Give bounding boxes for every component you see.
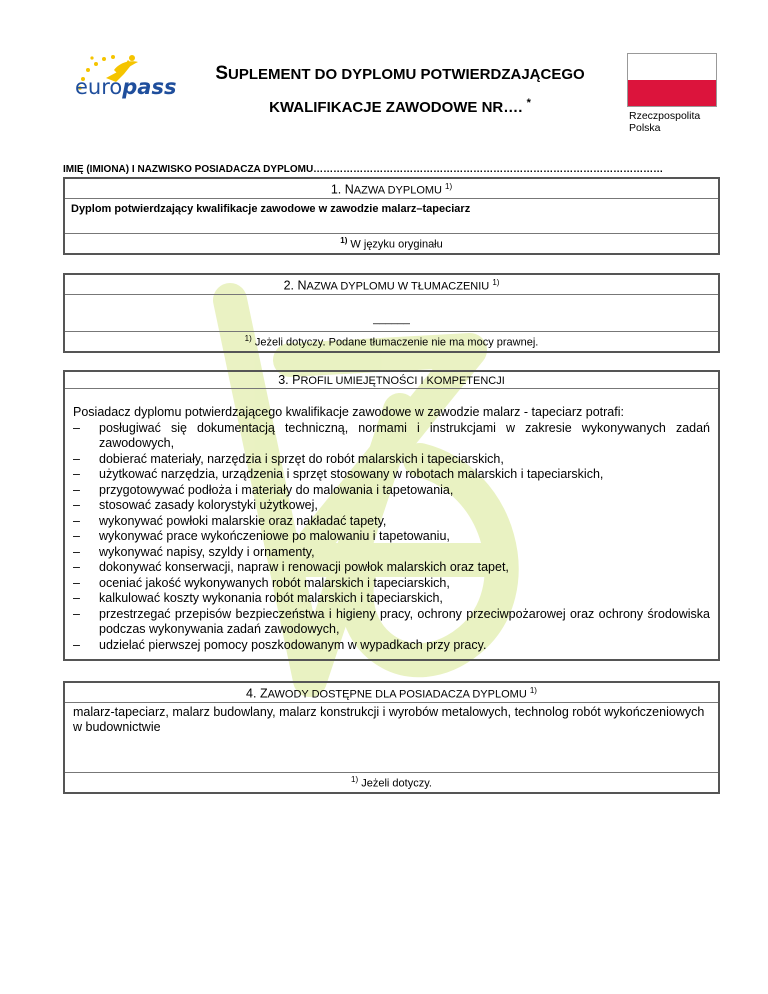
section-diploma-translation — [63, 273, 720, 353]
title-asterisk: * — [526, 97, 531, 109]
section-1-number: 1. N — [330, 182, 354, 197]
title-line-1-text: UPLEMENT DO DYPLOMU POTWIERDZAJĄCEGO — [228, 66, 585, 83]
title-line-2-text: KWALIFIKACJE ZAWODOWE NR…. — [269, 99, 523, 116]
skill-list-item — [73, 560, 710, 576]
list-dash: – — [73, 575, 80, 590]
skill-text: wykonywać napisy, szyldy i ornamenty, — [99, 544, 315, 559]
section-1-header — [65, 179, 718, 199]
list-dash: – — [73, 544, 80, 559]
list-dash: – — [73, 560, 80, 574]
list-dash: – — [73, 482, 80, 497]
section-1-footnote-text: W języku oryginału — [347, 239, 443, 251]
holder-name-line: IMIĘ (IMIONA) I NAZWISKO POSIADACZA DYPLOMU…………………………………………………………………………………………… — [63, 164, 664, 175]
list-dash: – — [73, 529, 80, 543]
skill-text: przestrzegać przepisów bezpieczeństwa i higieny pracy, ochrony przeciwpożarowej oraz ochrony środowiska podczas wykonywania zadań zawodowych, — [99, 606, 710, 636]
list-dash: – — [73, 420, 80, 435]
section-skills-profile — [63, 370, 720, 661]
skill-text: posługiwać się dokumentacją techniczną, normami i instrukcjami w zakresie wykonywanych zadań zawodowych, — [99, 420, 710, 450]
section-3-header — [65, 372, 718, 389]
section-2-footnote-text: Jeżeli dotyczy. Podane tłumaczenie nie ma mocy prawnej. — [251, 337, 539, 349]
europass-wordmark-pass: pass — [122, 75, 177, 99]
skill-list-item — [73, 607, 710, 638]
skill-list-item — [73, 483, 710, 499]
section-diploma-name — [63, 177, 720, 255]
section-2-number: 2. N — [283, 278, 307, 293]
list-dash: – — [73, 513, 80, 528]
section-4-number: 4. Z — [246, 686, 268, 701]
skill-text: dokonywać konserwacji, napraw i renowacji powłok malarskich oraz tapet, — [99, 560, 509, 574]
list-dash: – — [73, 451, 80, 466]
skill-text: wykonywać powłoki malarskie oraz nakładać tapety, — [99, 513, 387, 528]
skill-text: oceniać jakość wykonywanych robót malarskich i tapeciarskich, — [99, 575, 450, 590]
document-title — [190, 60, 610, 122]
flag-red-stripe — [628, 80, 716, 106]
section-3-title: ROFIL UMIEJĘTNOŚCI I KOMPETENCJI — [300, 375, 505, 387]
section-4-header — [65, 683, 718, 703]
section-2-header — [65, 275, 718, 295]
skill-text: użytkować narzędzia, urządzenia i sprzęt stosowany w robotach malarskich i tapeciarskich, — [99, 467, 604, 481]
skill-text: wykonywać prace wykończeniowe po malowaniu i tapetowaniu, — [99, 529, 450, 543]
skill-list-item — [73, 576, 710, 592]
skill-text: kalkulować koszty wykonania robót malarskich i tapeciarskich, — [99, 591, 443, 605]
list-dash: – — [73, 591, 80, 605]
country-label-line-2: Polska — [629, 122, 661, 134]
list-dash: – — [73, 606, 80, 621]
country-label-line-1: Rzeczpospolita — [629, 110, 701, 122]
europass-wordmark — [75, 75, 176, 99]
title-line-1 — [190, 60, 610, 89]
section-4-footnote-text: Jeżeli dotyczy. — [358, 778, 432, 790]
skill-list-item — [73, 591, 710, 607]
section-4-footnote — [65, 772, 718, 792]
section-1-footnote-number: 1) — [340, 236, 348, 246]
europass-wordmark-euro: euro — [75, 75, 123, 99]
skill-text: przygotowywać podłoża i materiały do malowania i tapetowania, — [99, 482, 454, 497]
flag-white-stripe — [628, 54, 716, 80]
section-1-footnote — [65, 233, 718, 253]
section-4-footnote-number: 1) — [351, 775, 359, 785]
skill-list-item — [73, 514, 710, 530]
section-2-body: ______ — [373, 313, 410, 325]
skill-list-item — [73, 452, 710, 468]
skill-list-item — [73, 545, 710, 561]
section-3-intro: Posiadacz dyplomu potwierdzającego kwalifikacje zawodowe w zawodzie malarz - tapeciarz potrafi: — [73, 405, 624, 419]
section-4-footnote-mark: 1) — [529, 686, 537, 695]
skill-list-item — [73, 498, 710, 514]
skill-text: stosować zasady kolorystyki użytkowej, — [99, 498, 318, 512]
country-label — [629, 110, 700, 134]
section-1-title: AZWA DYPLOMU — [353, 184, 442, 197]
section-1-footnote-mark: 1) — [445, 182, 453, 191]
section-2-title: AZWA DYPLOMU W TŁUMACZENIU — [306, 280, 490, 293]
skill-text: udzielać pierwszej pomocy poszkodowanym w wypadkach przy pracy. — [99, 637, 487, 652]
list-dash: – — [73, 498, 80, 512]
title-line-2 — [190, 89, 610, 122]
title-initial: S — [215, 63, 228, 84]
section-4-title: AWODY DOSTĘPNE DLA POSIADACZA DYPLOMU — [267, 688, 527, 701]
section-available-occupations — [63, 681, 720, 794]
list-dash: – — [73, 467, 80, 481]
skills-list — [73, 421, 710, 654]
list-dash: – — [73, 637, 80, 652]
skill-list-item — [73, 467, 710, 483]
section-4-body: malarz-tapeciarz, malarz budowlany, malarz konstrukcji i wyrobów metalowych, technolog robót wykończeniowych w budownictwie — [73, 704, 705, 735]
section-3-number: 3. P — [278, 373, 301, 387]
section-1-body: Dyplom potwierdzający kwalifikacje zawodowe w zawodzie malarz–tapeciarz — [71, 202, 471, 215]
skill-list-item — [73, 529, 710, 545]
section-2-footnote-number: 1) — [244, 334, 252, 344]
skill-list-item — [73, 638, 710, 654]
skill-text: dobierać materiały, narzędzia i sprzęt do robót malarskich i tapeciarskich, — [99, 451, 504, 466]
section-2-footnote — [65, 331, 718, 351]
polish-flag — [627, 53, 717, 107]
skill-list-item — [73, 421, 710, 452]
section-2-footnote-mark: 1) — [492, 278, 500, 287]
section-3-body — [65, 389, 718, 653]
